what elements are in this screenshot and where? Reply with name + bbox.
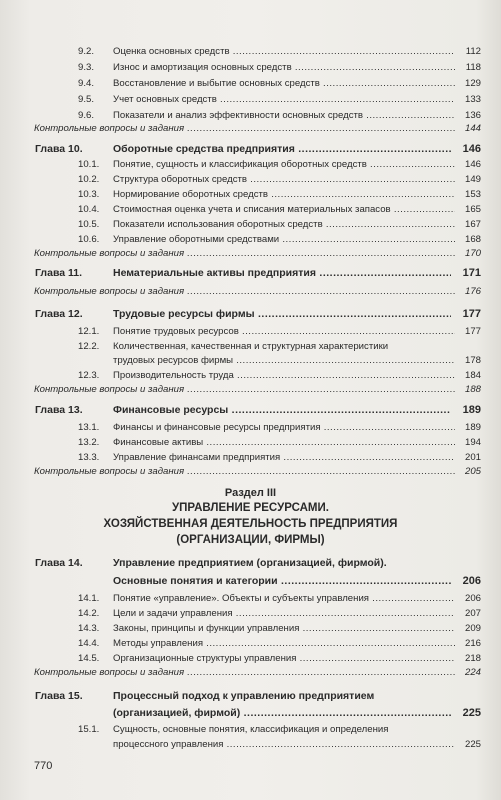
questions-title: Контрольные вопросы и задания ..... xyxy=(34,284,455,300)
entry-number: 9.6. xyxy=(78,110,95,121)
chapter-title-continued: Основные понятия и категории ..... xyxy=(113,573,451,589)
entry-number: 13.2. xyxy=(78,437,100,448)
questions-title: Контрольные вопросы и задания ..... xyxy=(34,246,455,262)
toc-entry xyxy=(0,60,501,76)
entry-number: 10.2. xyxy=(78,174,100,185)
toc-entry xyxy=(0,435,501,451)
entry-page: 133 xyxy=(464,94,481,105)
entry-title: Нормирование оборотных средств ..... xyxy=(113,187,455,203)
entry-page: 209 xyxy=(464,623,481,634)
entry-number: 14.3. xyxy=(78,623,100,634)
entry-title: Управление финансами предприятия ..... xyxy=(113,450,455,466)
entry-page: 207 xyxy=(464,608,481,619)
questions-title: Контрольные вопросы и задания ..... xyxy=(34,464,455,480)
toc-entry xyxy=(0,606,501,622)
toc-entry-continued xyxy=(0,353,501,369)
toc-entry xyxy=(0,591,501,607)
chapter-number: Глава 10. xyxy=(35,143,83,155)
chapter-number: Глава 15. xyxy=(35,690,83,702)
entry-title-continued: процессного управления ..... xyxy=(113,737,455,753)
entry-title: Количественная, качественная и структурная характеристики xyxy=(113,341,389,352)
toc-entry xyxy=(0,76,501,92)
toc-entry xyxy=(0,202,501,218)
chapter-page: 206 xyxy=(462,575,481,587)
entry-page: 167 xyxy=(464,219,481,230)
chapter-page: 225 xyxy=(462,707,481,719)
toc-chapter xyxy=(0,555,501,571)
section-title-line1: УПРАВЛЕНИЕ РЕСУРСАМИ. xyxy=(172,502,329,514)
chapter-page: 171 xyxy=(462,267,481,279)
entry-title: Структура оборотных средств ..... xyxy=(113,172,455,188)
toc-entry xyxy=(0,44,501,60)
entry-number: 14.4. xyxy=(78,638,100,649)
entry-title: Финансы и финансовые ресурсы предприятия ..... xyxy=(113,420,455,436)
chapter-page: 146 xyxy=(462,143,481,155)
toc-entry xyxy=(0,172,501,188)
toc-questions xyxy=(0,121,501,137)
entry-page: 216 xyxy=(464,638,481,649)
entry-number: 9.2. xyxy=(78,46,95,57)
chapter-title-continued: (организацией, фирмой) ..... xyxy=(113,705,451,721)
entry-number: 9.3. xyxy=(78,62,95,73)
entry-number: 10.3. xyxy=(78,189,100,200)
entry-title: Показатели использования оборотных средств ..... xyxy=(113,217,455,233)
toc-questions xyxy=(0,284,501,300)
entry-number: 10.1. xyxy=(78,159,100,170)
entry-number: 12.1. xyxy=(78,326,100,337)
entry-number: 14.2. xyxy=(78,608,100,619)
toc-questions xyxy=(0,246,501,262)
chapter-page: 177 xyxy=(462,308,481,320)
toc-questions xyxy=(0,382,501,398)
chapter-title: Управление предприятием (организацией, фирмой). xyxy=(113,557,387,569)
entry-title: Оценка основных средств ..... xyxy=(113,44,455,60)
entry-number: 10.5. xyxy=(78,219,100,230)
section-title-line3: (ОРГАНИЗАЦИИ, ФИРМЫ) xyxy=(176,534,325,546)
toc-entry xyxy=(0,92,501,108)
toc-entry-continued xyxy=(0,737,501,753)
toc-chapter-continued xyxy=(0,573,501,589)
section-label: Раздел III xyxy=(224,487,277,499)
entry-page: 149 xyxy=(464,174,481,185)
entry-title: Восстановление и выбытие основных средств ..... xyxy=(113,76,455,92)
toc-chapter xyxy=(0,402,501,418)
entry-page: 153 xyxy=(464,189,481,200)
chapter-number: Глава 12. xyxy=(35,308,83,320)
entry-title-continued: трудовых ресурсов фирмы ..... xyxy=(113,353,455,369)
entry-title: Управление оборотными средствами ..... xyxy=(113,232,455,248)
entry-page: 176 xyxy=(464,286,481,297)
toc-chapter-continued xyxy=(0,705,501,721)
entry-title: Производительность труда ..... xyxy=(113,368,455,384)
toc-entry xyxy=(0,621,501,637)
entry-number: 10.4. xyxy=(78,204,100,215)
entry-page: 118 xyxy=(465,62,481,73)
entry-title: Сущность, основные понятия, классификация и определения xyxy=(113,724,389,735)
chapter-title: Нематериальные активы предприятия ..... xyxy=(113,265,451,281)
entry-page: 170 xyxy=(464,248,481,259)
toc-questions xyxy=(0,665,501,681)
toc-entry xyxy=(0,187,501,203)
toc-chapter xyxy=(0,306,501,322)
entry-page: 224 xyxy=(464,667,481,678)
chapter-number: Глава 13. xyxy=(35,404,83,416)
entry-title: Законы, принципы и функции управления ..... xyxy=(113,621,455,637)
questions-title: Контрольные вопросы и задания ..... xyxy=(34,382,455,398)
chapter-number: Глава 14. xyxy=(35,557,83,569)
entry-number: 13.1. xyxy=(78,422,100,433)
toc-entry xyxy=(0,324,501,340)
questions-title: Контрольные вопросы и задания ..... xyxy=(34,121,455,137)
entry-page: 146 xyxy=(464,159,481,170)
entry-title: Финансовые активы ..... xyxy=(113,435,455,451)
chapter-number: Глава 11. xyxy=(35,267,83,279)
entry-title: Стоимостная оценка учета и списания материальных запасов ..... xyxy=(113,202,455,218)
entry-number: 10.6. xyxy=(78,234,100,245)
entry-page: 189 xyxy=(464,422,481,433)
entry-page: 194 xyxy=(464,437,481,448)
entry-title: Износ и амортизация основных средств ..... xyxy=(113,60,455,76)
entry-number: 14.5. xyxy=(78,653,100,664)
toc-chapter xyxy=(0,265,501,281)
entry-title: Цели и задачи управления ..... xyxy=(113,606,455,622)
toc-questions xyxy=(0,464,501,480)
toc-chapter xyxy=(0,688,501,704)
toc-entry xyxy=(0,420,501,436)
entry-title: Методы управления ..... xyxy=(113,636,455,652)
entry-title: Показатели и анализ эффективности основных средств ..... xyxy=(113,108,455,124)
toc-entry xyxy=(0,636,501,652)
entry-page: 165 xyxy=(464,204,481,215)
entry-number: 15.1. xyxy=(78,724,100,735)
entry-title: Понятие, сущность и классификация оборотных средств ..... xyxy=(113,157,455,173)
toc-chapter xyxy=(0,141,501,157)
entry-title: Учет основных средств ..... xyxy=(113,92,455,108)
entry-page: 168 xyxy=(464,234,481,245)
entry-page: 177 xyxy=(464,326,481,337)
entry-page: 188 xyxy=(464,384,481,395)
toc-entry xyxy=(0,157,501,173)
toc-entry xyxy=(0,722,501,738)
entry-page: 205 xyxy=(464,466,481,477)
chapter-title: Трудовые ресурсы фирмы ..... xyxy=(113,306,451,322)
entry-number: 13.3. xyxy=(78,452,100,463)
chapter-page: 189 xyxy=(462,404,481,416)
entry-page: 112 xyxy=(465,46,481,57)
entry-title: Понятие «управление». Объекты и субъекты управления ..... xyxy=(113,591,455,607)
entry-page: 136 xyxy=(464,110,481,121)
toc-entry xyxy=(0,217,501,233)
entry-number: 9.5. xyxy=(78,94,95,105)
entry-title: Организационные структуры управления ..... xyxy=(113,651,455,667)
entry-number: 12.2. xyxy=(78,341,100,352)
chapter-title: Оборотные средства предприятия ..... xyxy=(113,141,451,157)
entry-page: 178 xyxy=(464,355,481,366)
entry-page: 144 xyxy=(464,123,481,134)
page-number: 770 xyxy=(34,760,53,772)
chapter-title: Финансовые ресурсы ..... xyxy=(113,402,451,418)
questions-title: Контрольные вопросы и задания ..... xyxy=(34,665,455,681)
entry-number: 9.4. xyxy=(78,78,95,89)
entry-page: 218 xyxy=(464,653,481,664)
entry-number: 12.3. xyxy=(78,370,100,381)
entry-page: 184 xyxy=(464,370,481,381)
entry-page: 201 xyxy=(464,452,481,463)
entry-page: 206 xyxy=(464,593,481,604)
entry-number: 14.1. xyxy=(78,593,100,604)
chapter-title: Процессный подход к управлению предприятием xyxy=(113,690,375,702)
entry-page: 225 xyxy=(464,739,481,750)
entry-title: Понятие трудовых ресурсов ..... xyxy=(113,324,455,340)
entry-page: 129 xyxy=(464,78,481,89)
section-title-line2: ХОЗЯЙСТВЕННАЯ ДЕЯТЕЛЬНОСТЬ ПРЕДПРИЯТИЯ xyxy=(103,518,398,530)
